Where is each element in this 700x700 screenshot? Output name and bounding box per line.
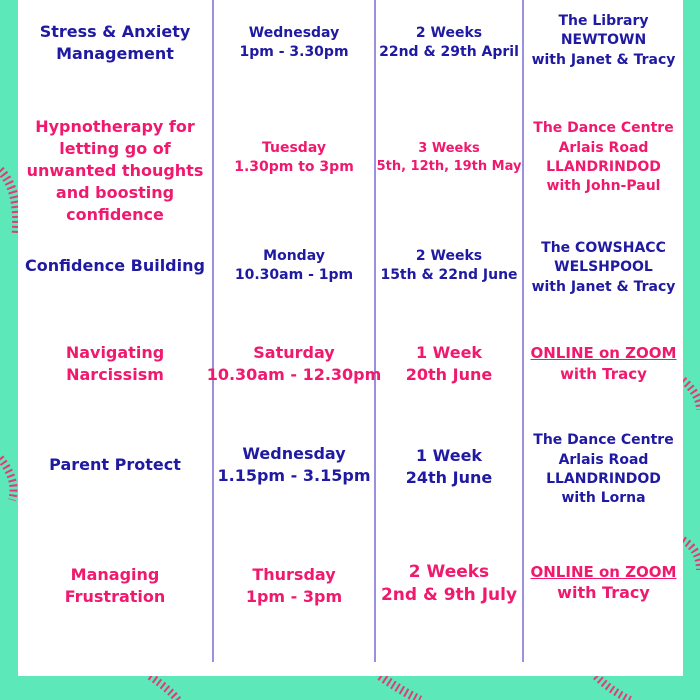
course-venue: [524, 6, 683, 76]
course-title: [18, 450, 212, 480]
title-line: letting go of: [59, 138, 171, 158]
time-line: 1.30pm to 3pm: [234, 159, 354, 175]
title-line: Confidence Building: [25, 255, 205, 275]
swoosh-bottom-mid: [380, 676, 420, 700]
course-venue: [524, 424, 683, 516]
course-day-time: [214, 238, 374, 294]
course-venue: [524, 112, 683, 204]
course-day-time: [214, 558, 374, 614]
venue-line: LLANDRINDOD: [546, 159, 661, 175]
title-line: Narcissism: [66, 365, 164, 384]
course-duration: [376, 130, 522, 186]
course-venue: [524, 232, 683, 304]
course-title: [18, 108, 212, 234]
dates-line: 24th June: [405, 468, 493, 487]
course-title: [18, 558, 212, 614]
weeks-line: 2 Weeks: [415, 24, 483, 41]
time-line: 10.30am - 12.30pm: [206, 365, 382, 384]
weeks-line: 3 Weeks: [418, 141, 480, 157]
venue-line: with Janet & Tracy: [531, 278, 676, 295]
venue-line: with Janet & Tracy: [531, 51, 676, 68]
venue-line: The COWSHACC: [541, 240, 666, 257]
venue-line: with Tracy: [560, 365, 647, 383]
course-duration: [376, 556, 522, 612]
course-day-time: [214, 8, 374, 78]
day-line: Saturday: [253, 342, 335, 362]
swoosh-right-lower: [683, 540, 700, 570]
venue-line: WELSHPOOL: [554, 259, 653, 276]
title-line: Parent Protect: [49, 454, 181, 474]
course-venue: [524, 336, 683, 392]
dates-line: 22nd & 29th April: [379, 44, 519, 60]
venue-line: with Tracy: [557, 583, 650, 603]
time-line: 1pm - 3pm: [245, 587, 343, 606]
course-duration: [376, 336, 522, 392]
zoom-link[interactable]: ONLINE on ZOOM: [530, 344, 677, 363]
swoosh-right-upper: [683, 380, 700, 410]
course-title: [18, 8, 212, 78]
title-line: Management: [56, 44, 174, 63]
dates-line: 15th & 22nd June: [380, 267, 518, 283]
title-line: unwanted thoughts: [26, 160, 204, 180]
swoosh-bottom-right: [596, 676, 630, 700]
weeks-line: 2 Weeks: [408, 561, 490, 582]
day-line: Wednesday: [248, 24, 340, 41]
course-title: [0, 250, 233, 282]
venue-line: Arlais Road: [558, 139, 649, 156]
dates-line: 2nd & 9th July: [380, 585, 518, 605]
course-duration: [376, 238, 522, 294]
swoosh-bottom-left: [150, 676, 178, 700]
title-line: Stress & Anxiety: [39, 21, 191, 41]
venue-line: NEWTOWN: [560, 32, 647, 49]
time-line: 1pm - 3.30pm: [239, 44, 349, 60]
venue-line: The Dance Centre: [533, 120, 674, 137]
dates-line: 20th June: [405, 365, 493, 384]
venue-line: with John-Paul: [546, 178, 661, 195]
venue-line: The Dance Centre: [533, 432, 674, 449]
dates-line: 5th, 12th, 19th May: [376, 159, 522, 174]
title-line: confidence: [66, 205, 164, 225]
swoosh-left-top: [0, 170, 17, 236]
course-duration: [376, 8, 522, 78]
swoosh-left-mid: [0, 458, 14, 500]
schedule-card: [18, 0, 683, 676]
day-line: Tuesday: [262, 139, 326, 156]
title-line: Navigating: [65, 342, 165, 362]
title-line: and boosting: [55, 183, 175, 203]
title-line: Frustration: [64, 587, 166, 606]
course-title: [18, 336, 212, 392]
title-line: Hypnotherapy for: [35, 116, 195, 136]
venue-line: The Library: [558, 13, 649, 30]
venue-line: LLANDRINDOD: [546, 471, 661, 487]
venue-line: with Lorna: [561, 490, 646, 507]
course-day-time: [214, 437, 374, 493]
course-day-time: [206, 336, 382, 392]
weeks-line: 2 Weeks: [415, 247, 483, 264]
course-duration: [376, 439, 522, 495]
day-line: Monday: [263, 247, 325, 264]
title-line: Managing: [70, 564, 160, 584]
time-line: 10.30am - 1pm: [234, 267, 354, 283]
weeks-line: 1 Week: [415, 342, 483, 362]
zoom-link[interactable]: ONLINE on ZOOM: [530, 562, 677, 581]
venue-line: Arlais Road: [558, 451, 649, 468]
time-line: 1.15pm - 3.15pm: [217, 466, 371, 485]
day-line: Wednesday: [242, 443, 346, 463]
course-day-time: [214, 130, 374, 186]
day-line: Thursday: [252, 564, 336, 584]
course-venue: [524, 555, 683, 611]
weeks-line: 1 Week: [415, 445, 483, 465]
